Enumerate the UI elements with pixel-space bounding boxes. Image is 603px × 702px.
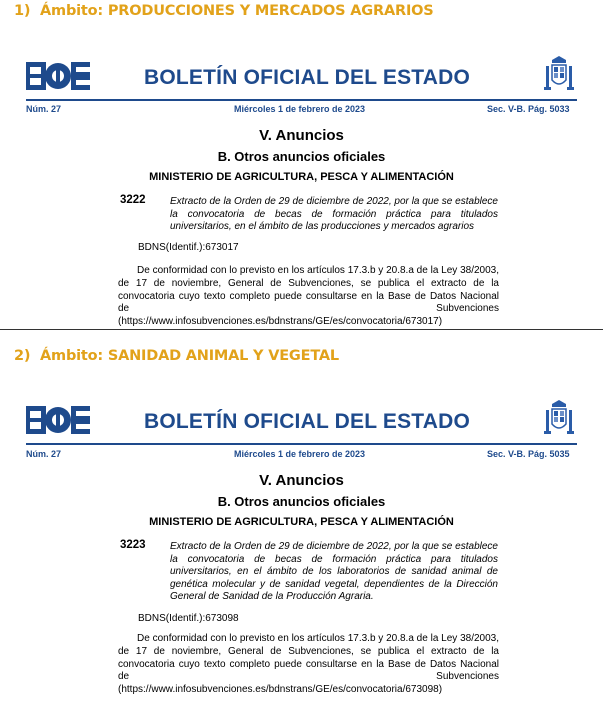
header-rule [26, 99, 577, 101]
coat-of-arms-icon [543, 400, 575, 436]
ministry-heading: MINISTERIO DE AGRICULTURA, PESCA Y ALIMENTACIÓN [149, 171, 454, 183]
otros-anuncios-heading: B. Otros anuncios oficiales [217, 494, 386, 509]
announcement-body: De conformidad con lo previsto en los artículos 17.3.b y 20.8.a de la Ley 38/2003, de 17 de noviembre, General de Subvenciones, se publica el extracto de la convocatoria cuyo texto completo puede consultarse en la Base de Datos Nacional de Subvenciones (https://www.infosubvenciones.es/bdnstrans/GE/es/convocatoria/673098) [118, 633, 499, 696]
masthead-title: BOLETÍN OFICIAL DEL ESTADO [144, 66, 471, 89]
coat-of-arms-icon [543, 56, 575, 92]
section-divider [0, 329, 603, 330]
section-2-heading: 2) Ámbito: SANIDAD ANIMAL Y VEGETAL [14, 348, 339, 364]
announcement-extract: Extracto de la Orden de 29 de diciembre de 2022, por la que se establece la convocatoria de becas de formación práctica para titulados universitarios, en el ámbito de las producciones y mercados agrarios [170, 196, 498, 232]
issue-number: Núm. 27 [26, 104, 62, 114]
bdns-identifier: BDNS(Identif.):673098 [138, 613, 239, 624]
boe-logo [26, 62, 90, 90]
announcement-extract: Extracto de la Orden de 29 de diciembre de 2022, por la que se establece la convocatoria de becas de formación práctica para titulados universitarios, en el ámbito de los laboratorios de sanidad animal de genética molecular y de sanidad vegetal, dependientes de la Dirección General de Sanidad de la Producción Agraria. [170, 541, 498, 602]
section-page: Sec. V-B. Pág. 5035 [487, 449, 570, 459]
otros-anuncios-heading: B. Otros anuncios oficiales [217, 149, 386, 164]
announcement-body: De conformidad con lo previsto en los artículos 17.3.b y 20.8.a de la Ley 38/2003, de 17 de noviembre, General de Subvenciones, se publica el extracto de la convocatoria cuyo texto completo puede consultarse en la Base de Datos Nacional de Subvenciones (https://www.infosubvenciones.es/bdnstrans/GE/es/convocatoria/673017) [118, 265, 499, 328]
header-rule [26, 443, 577, 445]
ministry-heading: MINISTERIO DE AGRICULTURA, PESCA Y ALIMENTACIÓN [149, 516, 454, 528]
issue-date: Miércoles 1 de febrero de 2023 [234, 449, 366, 459]
anuncios-heading: V. Anuncios [259, 472, 344, 489]
issue-date: Miércoles 1 de febrero de 2023 [234, 104, 366, 114]
section-page: Sec. V-B. Pág. 5033 [487, 104, 570, 114]
boe-logo [26, 406, 90, 434]
announcement-number: 3223 [120, 539, 146, 551]
section-1-heading: 1) Ámbito: PRODUCCIONES Y MERCADOS AGRARIOS [14, 3, 434, 19]
issue-number: Núm. 27 [26, 449, 62, 459]
announcement-number: 3222 [120, 194, 146, 206]
masthead-title: BOLETÍN OFICIAL DEL ESTADO [144, 410, 471, 433]
bdns-identifier: BDNS(Identif.):673017 [138, 242, 239, 253]
anuncios-heading: V. Anuncios [259, 127, 344, 144]
